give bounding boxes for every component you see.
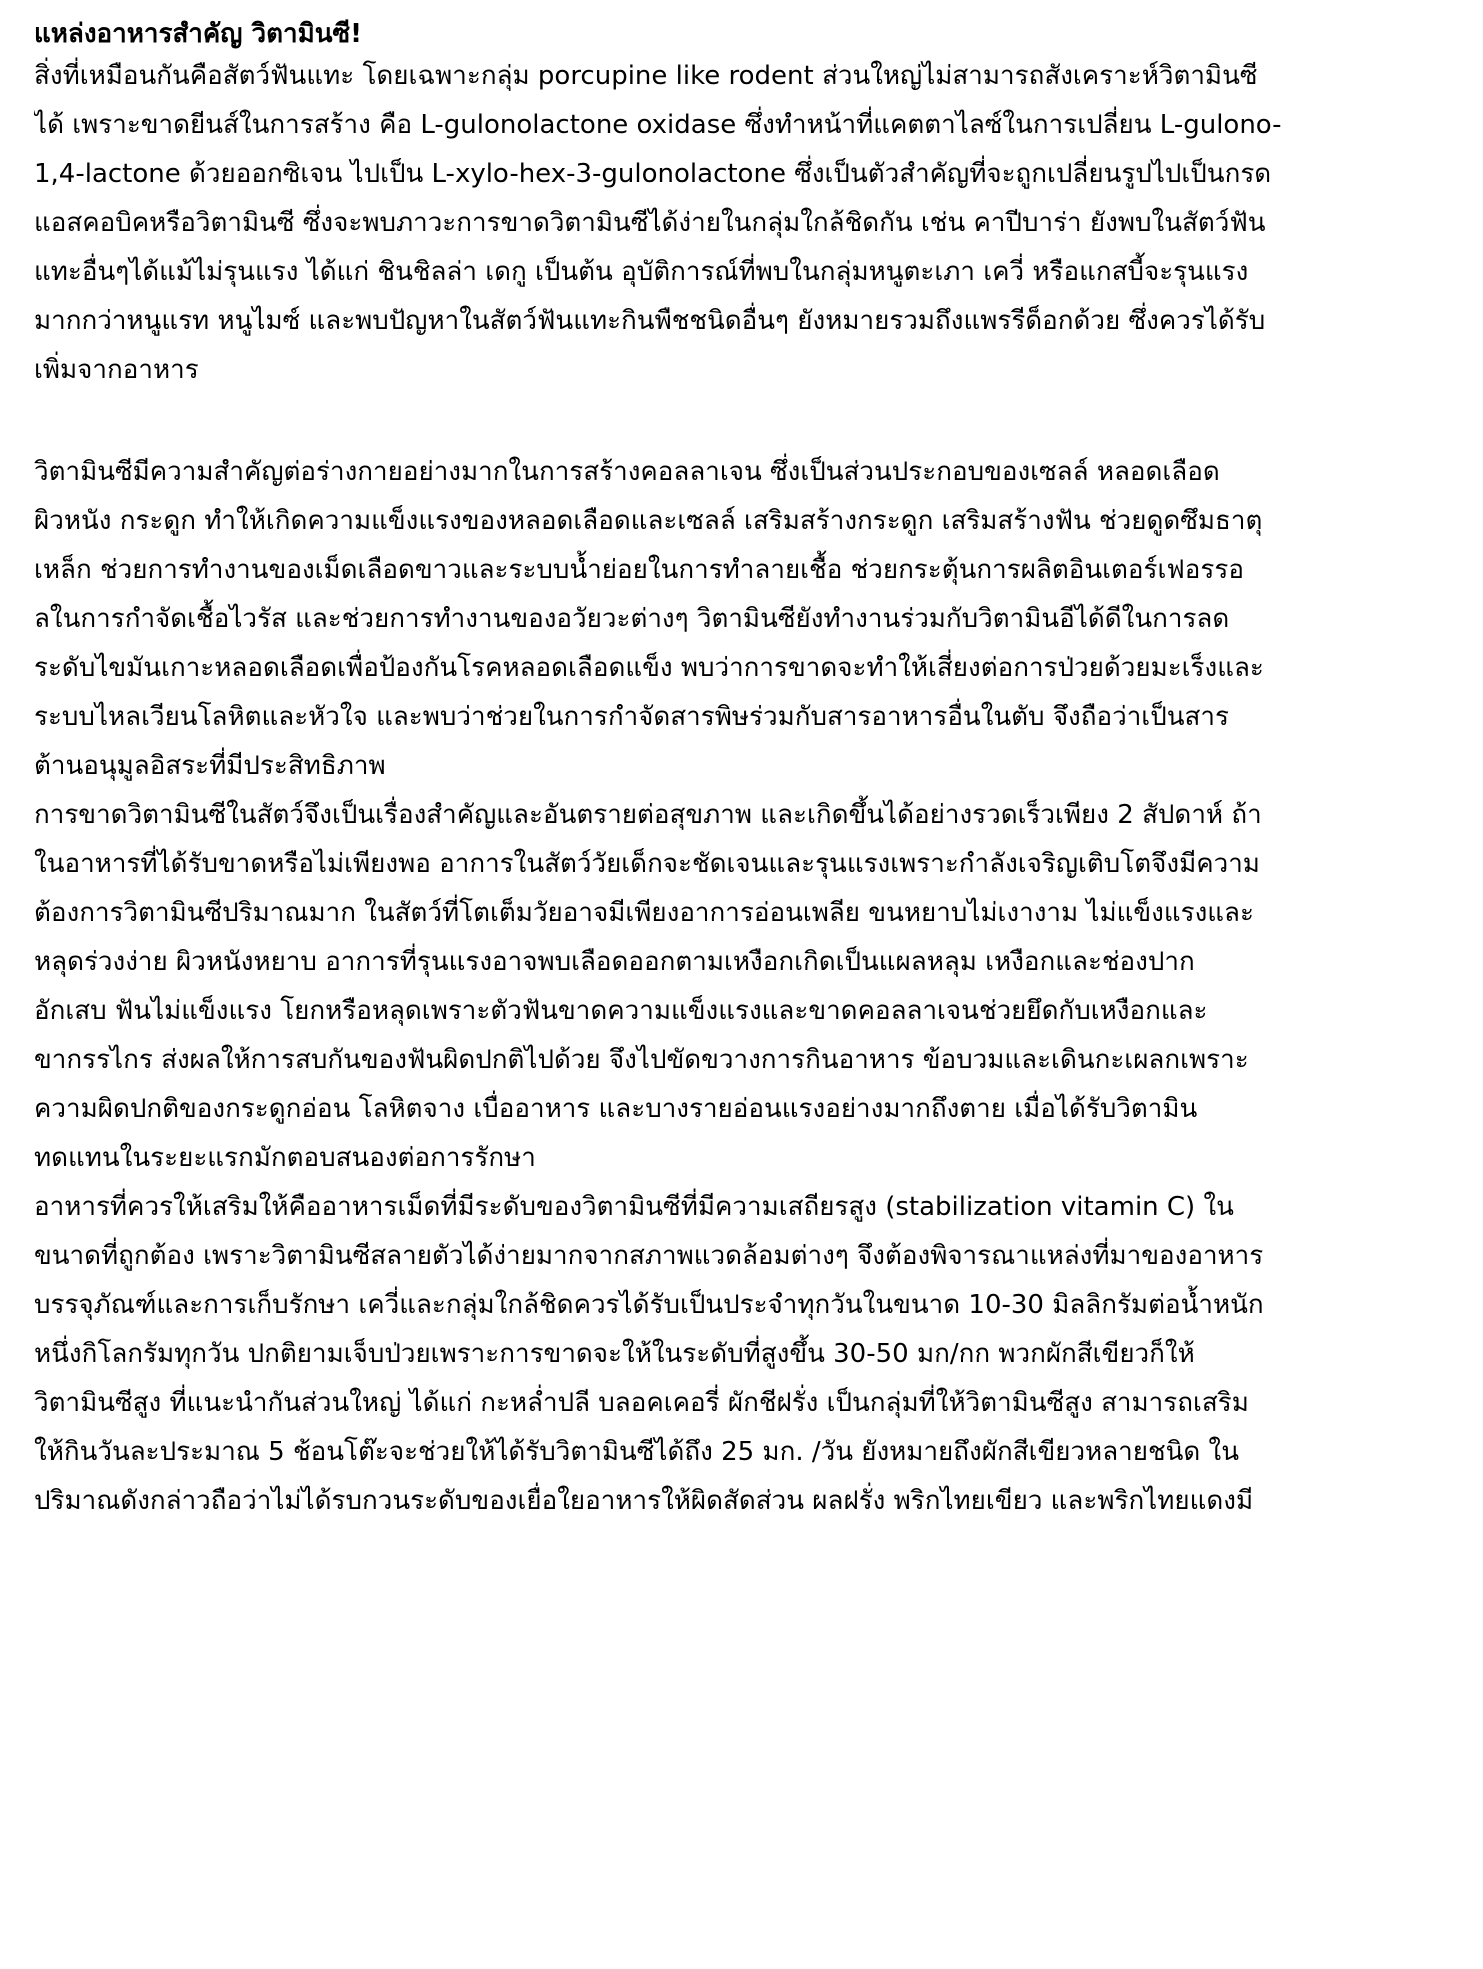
paragraph-2-line-1: วิตามินซีมีความสำคัญต่อร่างกายอย่างมากในการสร้างคอลลาเจน ซึ่งเป็นส่วนประกอบของเซลล์ หลอดเลือด — [34, 457, 1220, 487]
paragraph-3-line-2: ในอาหารที่ได้รับขาดหรือไม่เพียงพอ อาการในสัตว์วัยเด็กจะชัดเจนและรุนแรงเพราะกำลังเจริญเติบโตจึงมีความ — [34, 849, 1260, 879]
paragraph-2-line-7: ต้านอนุมูลอิสระที่มีประสิทธิภาพ — [34, 751, 386, 781]
paragraph-3-line-4: หลุดร่วงง่าย ผิวหนังหยาบ อาการที่รุนแรงอาจพบเลือดออกตามเหงือกเกิดเป็นแผลหลุม เหงือกและช่องปาก — [34, 947, 1195, 977]
paragraph-4-line-3: บรรจุภัณฑ์และการเก็บรักษา เควี่และกลุ่มใกล้ชิดควรได้รับเป็นประจำทุกวันในขนาด 10-30 มิลลิกรัมต่อน้ำหนัก — [34, 1290, 1264, 1320]
paragraph-1-line-1: สิ่งที่เหมือนกันคือสัตว์ฟันแทะ โดยเฉพาะกลุ่ม porcupine like rodent ส่วนใหญ่ไม่สามารถสังเคราะห์วิตามินซี — [34, 61, 1258, 91]
paragraph-1-line-6: มากกว่าหนูแรท หนูไมซ์ และพบปัญหาในสัตว์ฟันแทะกินพืชชนิดอื่นๆ ยังหมายรวมถึงแพรรีด็อกด้วย ซึ่งควรได้รับ — [34, 306, 1266, 336]
paragraph-4-line-5: วิตามินซีสูง ที่แนะนำกันส่วนใหญ่ ได้แก่ กะหล่ำปลี บลอคเคอรี่ ผักชีฝรั่ง เป็นกลุ่มที่ให้วิตามินซีสูง สามารถเสริม — [34, 1388, 1249, 1418]
paragraph-4-line-1: อาหารที่ควรให้เสริมให้คืออาหารเม็ดที่มีระดับของวิตามินซีที่มีความเสถียรสูง (stabilization vitamin C) ใน — [34, 1192, 1234, 1222]
paragraph-1-line-4: แอสคอบิคหรือวิตามินซี ซึ่งจะพบภาวะการขาดวิตามินซีได้ง่ายในกลุ่มใกล้ชิดกัน เช่น คาปีบาร่า ยังพบในสัตว์ฟัน — [34, 208, 1266, 238]
paragraph-2-line-3: เหล็ก ช่วยการทำงานของเม็ดเลือดขาวและระบบน้ำย่อยในการทำลายเชื้อ ช่วยกระตุ้นการผลิตอินเตอร์เฟอรรอ — [34, 555, 1244, 585]
paragraph-4-line-2: ขนาดที่ถูกต้อง เพราะวิตามินซีสลายตัวได้ง่ายมากจากสภาพแวดล้อมต่างๆ จึงต้องพิจารณาแหล่งที่มาของอาหาร — [34, 1241, 1264, 1271]
paragraph-1-line-3: 1,4-lactone ด้วยออกซิเจน ไปเป็น L-xylo-hex-3-gulonolactone ซึ่งเป็นตัวสำคัญที่จะถูกเปลี่ยนรูปไปเป็นกรด — [34, 159, 1272, 189]
paragraph-2-line-6: ระบบไหลเวียนโลหิตและหัวใจ และพบว่าช่วยในการกำจัดสารพิษร่วมกับสารอาหารอื่นในตับ จึงถือว่าเป็นสาร — [34, 702, 1229, 732]
paragraph-4-line-4: หนึ่งกิโลกรัมทุกวัน ปกติยามเจ็บป่วยเพราะการขาดจะให้ในระดับที่สูงขึ้น 30-50 มก/กก พวกผักสีเขียวก็ให้ — [34, 1339, 1195, 1369]
paragraph-1-line-7: เพิ่มจากอาหาร — [34, 355, 199, 385]
paragraph-3-line-1: การขาดวิตามินซีในสัตว์จึงเป็นเรื่องสำคัญและอันตรายต่อสุขภาพ และเกิดขึ้นได้อย่างรวดเร็วเพียง 2 สัปดาห์ ถ้า — [34, 800, 1262, 830]
paragraph-4-line-7: ปริมาณดังกล่าวถือว่าไม่ได้รบกวนระดับของเยื่อใยอาหารให้ผิดสัดส่วน ผลฝรั่ง พริกไทยเขียว และพริกไทยแดงมี — [34, 1486, 1254, 1516]
paragraph-3-line-7: ความผิดปกติของกระดูกอ่อน โลหิตจาง เบื่ออาหาร และบางรายอ่อนแรงอย่างมากถึงตาย เมื่อได้รับวิตามิน — [34, 1094, 1198, 1124]
paragraph-3-line-5: อักเสบ ฟันไม่แข็งแรง โยกหรือหลุดเพราะตัวฟันขาดความแข็งแรงและขาดคอลลาเจนช่วยยึดกับเหงือกและ — [34, 996, 1208, 1026]
paragraph-2-line-5: ระดับไขมันเกาะหลอดเลือดเพื่อป้องกันโรคหลอดเลือดแข็ง พบว่าการขาดจะทำให้เสี่ยงต่อการป่วยด้วยมะเร็งและ — [34, 653, 1264, 683]
paragraph-1-line-5: แทะอื่นๆได้แม้ไม่รุนแรง ได้แก่ ชินชิลล่า เดกู เป็นต้น อุบัติการณ์ที่พบในกลุ่มหนูตะเภา เควี่ หรือแกสบี้จะรุนแรง — [34, 257, 1249, 287]
paragraph-3-line-6: ขากรรไกร ส่งผลให้การสบกันของฟันผิดปกติไปด้วย จึงไปขัดขวางการกินอาหาร ข้อบวมและเดินกะเผลกเพราะ — [34, 1045, 1249, 1075]
paragraph-2-line-4: ลในการกำจัดเชื้อไวรัส และช่วยการทำงานของอวัยวะต่างๆ วิตามินซียังทำงานร่วมกับวิตามินอีได้ดีในการลด — [34, 604, 1230, 634]
paragraph-2-line-2: ผิวหนัง กระดูก ทำให้เกิดความแข็งแรงของหลอดเลือดและเซลล์ เสริมสร้างกระดูก เสริมสร้างฟัน ช่วยดูดซึมธาตุ — [34, 506, 1263, 536]
paragraph-3-line-8: ทดแทนในระยะแรกมักตอบสนองต่อการรักษา — [34, 1143, 536, 1173]
paragraph-1-line-2: ได้ เพราะขาดยีนส์ในการสร้าง คือ L-gulonolactone oxidase ซึ่งทำหน้าที่แคตตาไลซ์ในการเปลี่ยน L-gulono- — [34, 110, 1282, 140]
document-title: แหล่งอาหารสำคัญ วิตามินซี! — [34, 19, 363, 49]
paragraph-3-line-3: ต้องการวิตามินซีปริมาณมาก ในสัตว์ที่โตเต็มวัยอาจมีเพียงอาการอ่อนเพลีย ขนหยาบไม่เงางาม ไม่แข็งแรงและ — [34, 898, 1254, 928]
paragraph-4-line-6: ให้กินวันละประมาณ 5 ช้อนโต๊ะจะช่วยให้ได้รับวิตามินซีได้ถึง 25 มก. /วัน ยังหมายถึงผักสีเขียวหลายชนิด ใน — [34, 1437, 1240, 1467]
